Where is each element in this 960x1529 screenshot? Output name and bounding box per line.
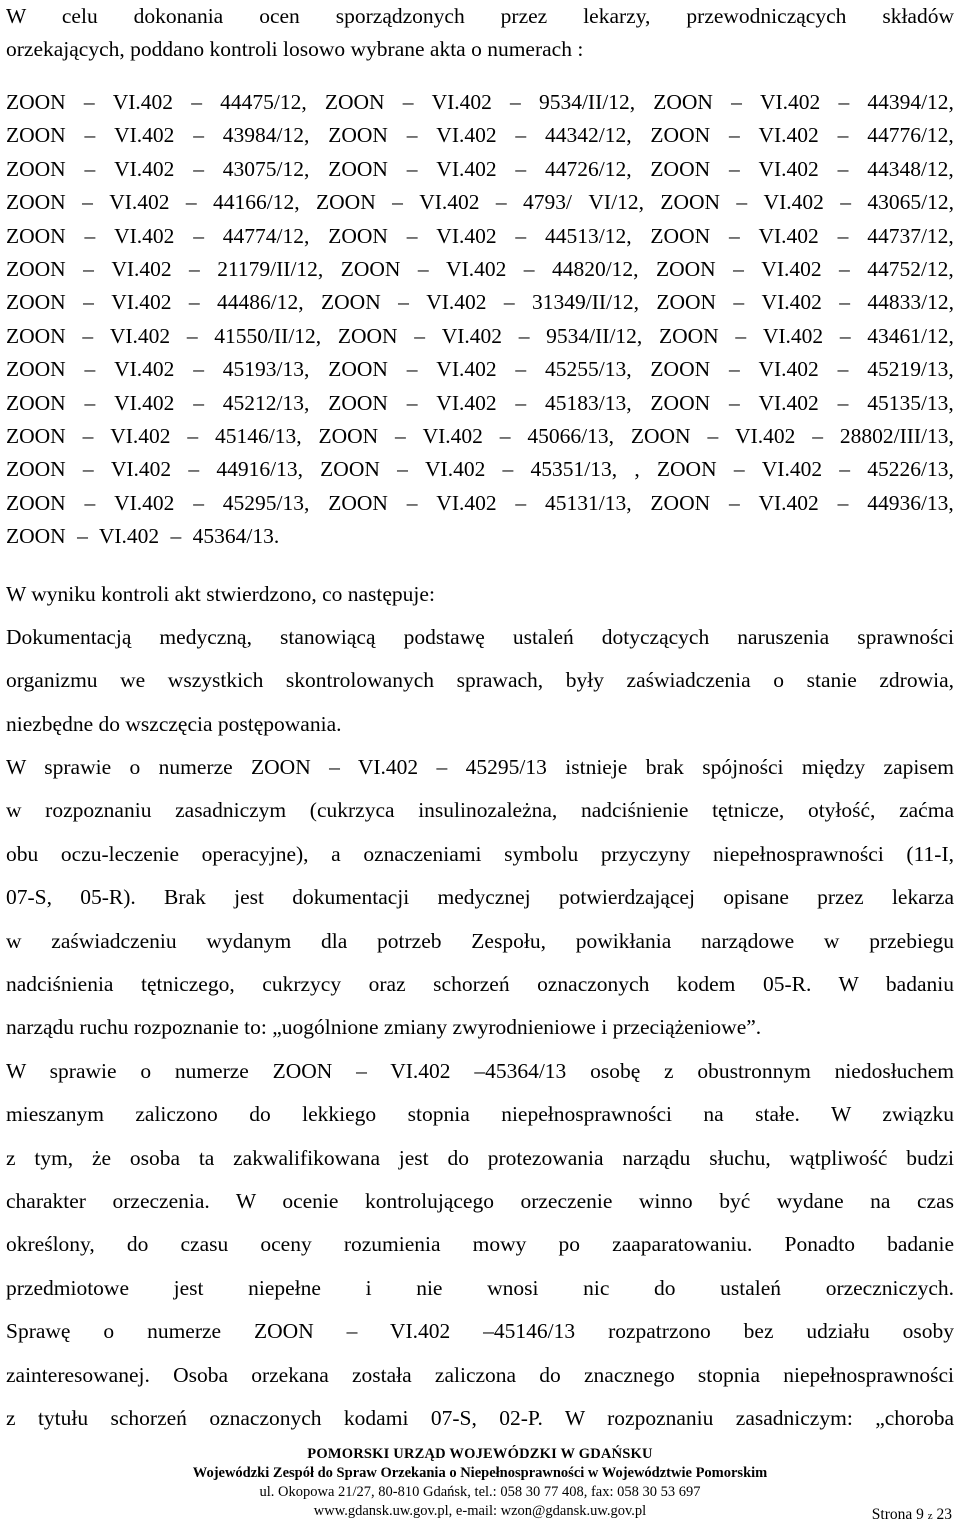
- case-token: –: [707, 424, 719, 449]
- case-token: –: [812, 424, 823, 449]
- case-token: VI.402: [114, 223, 175, 248]
- case-token: –: [510, 90, 521, 114]
- case-token: –: [414, 323, 426, 348]
- case-token: –: [837, 123, 849, 148]
- case-number-line: [6, 453, 954, 486]
- case-token: ZOON: [650, 223, 711, 248]
- case-token: ZOON: [659, 323, 719, 348]
- case-token: VI.402: [758, 123, 819, 148]
- case-token: 41550/II/12,: [214, 323, 322, 348]
- case-token: ZOON: [337, 323, 398, 348]
- case-token: 44394/12,: [867, 90, 954, 114]
- case-token: –: [402, 90, 414, 114]
- case-token: –: [84, 490, 96, 515]
- case-token: VI.402: [436, 223, 497, 248]
- case-token: –: [837, 156, 849, 181]
- case-token: ZOON: [650, 156, 711, 181]
- case-token: –: [84, 223, 96, 248]
- case-number-line: [6, 153, 954, 186]
- case-token: 43984/12,: [222, 123, 310, 148]
- case-token: –: [840, 190, 851, 215]
- case-token: –: [515, 357, 527, 382]
- case-token: VI.402: [114, 490, 175, 515]
- intro-line-1: W celu dokonania ocen sporządzonych przez lekarzy, przewodniczących składów: [6, 4, 954, 28]
- case-token: ZOON: [6, 490, 66, 515]
- case-token: VI.402: [436, 490, 497, 515]
- case-token: –: [515, 123, 527, 148]
- case-token: –: [837, 223, 849, 248]
- case-token: 44342/12,: [544, 123, 632, 148]
- case-token: ZOON: [6, 424, 66, 449]
- case-token: –: [82, 323, 94, 348]
- case-token: 44820/12,: [551, 257, 639, 282]
- case-token: ZOON: [6, 156, 66, 181]
- case-token: –: [186, 323, 198, 348]
- case-token: ZOON: [321, 290, 381, 315]
- case-token: –: [191, 90, 202, 114]
- case-token: VI/12,: [588, 190, 644, 215]
- case-token: VI.402: [110, 424, 171, 449]
- text-line: nadciśnienia tętniczego, cukrzycy oraz schorzeń oznaczonych kodem 05-R. W badaniu: [6, 971, 954, 996]
- text-line: charakter orzeczenia. W ocenie kontrolującego orzeczenie winno być wydane na czas: [6, 1188, 954, 1213]
- case-token: –: [417, 257, 429, 282]
- case-token: –: [838, 90, 850, 114]
- case-token: 45295/13,: [222, 490, 310, 515]
- case-token: 44774/12,: [222, 223, 310, 248]
- case-token: VI.402: [426, 290, 487, 315]
- text-line: w zaświadczeniu wydanym dla potrzeb Zespołu, powikłania narządowe w przebiegu: [6, 928, 954, 953]
- case-token: ZOON: [650, 490, 711, 515]
- case-token: VI.402: [436, 390, 497, 415]
- case-token: –: [397, 457, 408, 482]
- case-token: ZOON: [318, 424, 379, 449]
- paragraph-case-45364-45146: [6, 1050, 954, 1441]
- case-token: 45193/13,: [222, 357, 310, 382]
- case-token: ZOON: [328, 123, 388, 148]
- case-token: 4793/: [523, 190, 573, 215]
- case-token: –: [193, 123, 204, 148]
- text-line: zainteresowanej. Osoba orzekana została zaliczona do znacznego stopnia niepełnosprawności: [6, 1362, 954, 1387]
- case-token: –: [185, 190, 197, 215]
- case-token: –: [733, 257, 744, 282]
- case-token: VI.402: [735, 424, 796, 449]
- case-token: ZOON: [320, 457, 380, 482]
- text-line: określony, do czasu oceny rozumienia mowy po zaaparatowaniu. Ponadto badanie: [6, 1232, 954, 1257]
- case-token: 45219/13,: [867, 357, 954, 382]
- case-number-list: [6, 86, 954, 554]
- text-line: 07-S, 05-R). Brak jest dokumentacji medycznej potwierdzającej opisane przez lekarza: [6, 885, 954, 910]
- case-token: VI.402: [109, 323, 171, 348]
- case-token: ZOON: [6, 190, 66, 215]
- case-number-line: [6, 253, 954, 286]
- case-token: –: [84, 357, 96, 382]
- case-token: –: [84, 123, 96, 148]
- case-token: 44486/12,: [217, 290, 304, 315]
- case-token: –: [503, 290, 515, 315]
- case-token: ZOON: [324, 90, 385, 114]
- case-token: VI.402: [446, 257, 507, 282]
- page-number-total: 23: [936, 1506, 952, 1523]
- case-token: –: [193, 357, 204, 382]
- case-token: ZOON: [316, 190, 376, 215]
- case-number-line: [6, 487, 954, 520]
- text-line: Sprawę o numerze ZOON – VI.402 –45146/13 rozpatrzono bez udziału osoby: [6, 1319, 954, 1344]
- text-line: W sprawie o numerze ZOON – VI.402 –45364/13 osobę z obustronnym niedosłuchem: [6, 1058, 954, 1083]
- case-token: ZOON: [630, 424, 691, 449]
- case-token: ZOON: [6, 90, 66, 114]
- case-token: 45212/13,: [222, 390, 310, 415]
- case-token: ZOON: [653, 90, 713, 114]
- case-token: 44726/12,: [544, 156, 632, 181]
- case-token: –: [82, 190, 93, 215]
- case-token: –: [736, 190, 748, 215]
- case-token: –: [515, 490, 527, 515]
- case-token: 44833/12,: [867, 290, 954, 315]
- case-token: VI.402: [431, 90, 492, 114]
- case-token: –: [187, 424, 199, 449]
- case-token: –: [837, 357, 849, 382]
- case-token: –: [83, 257, 94, 282]
- text-line: narządu ruchu rozpoznanie to: „uogólnione zmiany zwyrodnieniowe i przeciążeniowe”.: [6, 1015, 762, 1040]
- case-token: –: [733, 457, 745, 482]
- case-token: –: [193, 156, 204, 181]
- text-line: przedmiotowe jest niepełne i nie wnosi nic do ustaleń orzeczniczych.: [6, 1275, 954, 1300]
- case-token: 43075/12,: [222, 156, 310, 181]
- case-token: VI.402: [761, 457, 823, 482]
- case-token: –: [83, 290, 94, 315]
- case-token: 43065/12,: [867, 190, 954, 215]
- case-token: 45226/13,: [867, 457, 954, 482]
- case-token: ZOON: [6, 290, 66, 315]
- case-number-line: [6, 186, 954, 219]
- case-token: 45146/13,: [214, 424, 302, 449]
- case-token: –: [839, 457, 851, 482]
- case-token: 45351/13,: [530, 457, 618, 482]
- case-token: ZOON: [328, 357, 388, 382]
- case-token: 21179/II/12,: [217, 257, 324, 282]
- case-token: –: [837, 390, 849, 415]
- case-token: VI.402: [111, 257, 172, 282]
- case-token: VI.402: [758, 223, 819, 248]
- case-token: 44166/12,: [213, 190, 300, 215]
- case-token: ZOON: [328, 490, 388, 515]
- case-token: –: [406, 390, 418, 415]
- case-token: –: [728, 156, 740, 181]
- paragraph-case-45295: [6, 746, 954, 1050]
- case-token: VI.402: [761, 257, 822, 282]
- case-token: –: [84, 390, 96, 415]
- case-token: –: [82, 457, 94, 482]
- text-line: niezbędne do wszczęcia postępowania.: [6, 711, 342, 736]
- case-token: –: [406, 357, 418, 382]
- case-token: –: [495, 190, 507, 215]
- case-number-line: [6, 220, 954, 253]
- case-token: VI.402: [436, 156, 497, 181]
- case-token: 44737/12,: [867, 223, 954, 248]
- case-token: –: [502, 457, 514, 482]
- case-token: VI.402: [758, 156, 819, 181]
- case-token: ZOON: [656, 290, 717, 315]
- case-token: 9534/II/12,: [546, 323, 643, 348]
- case-token: VI.402: [112, 90, 174, 114]
- case-token: VI.402: [114, 123, 175, 148]
- case-token: ZOON: [6, 123, 66, 148]
- case-token: VI.402: [109, 190, 170, 215]
- case-token: –: [518, 323, 530, 348]
- case-token: –: [188, 457, 200, 482]
- case-token: 43461/12,: [867, 323, 954, 348]
- case-token: –: [398, 290, 409, 315]
- text-line: obu oczu-leczenie operacyjne), a oznaczeniami symbolu przyczyny niepełnosprawności (11-I,: [6, 841, 954, 866]
- case-token: ZOON: [6, 323, 66, 348]
- case-token: 44916/13,: [216, 457, 303, 482]
- footer-web: www.gdansk.uw.gov.pl, e-mail: wzon@gdansk.uw.gov.pl: [313, 1503, 647, 1519]
- case-token: –: [193, 490, 204, 515]
- case-token: 45066/13,: [527, 424, 615, 449]
- case-token: –: [193, 223, 204, 248]
- case-token: 44776/12,: [867, 123, 954, 148]
- case-token: 31349/II/12,: [532, 290, 639, 315]
- case-token: VI.402: [114, 390, 175, 415]
- intro-line-2: orzekających, poddano kontroli losowo wybrane akta o numerach :: [6, 37, 584, 61]
- case-number-line: [6, 387, 954, 420]
- case-token: ZOON: [6, 223, 66, 248]
- case-token: VI.402: [763, 190, 824, 215]
- case-token: –: [193, 390, 204, 415]
- text-line: z tytułu schorzeń oznaczonych kodami 07-S, 02-P. W rozpoznaniu zasadniczym: „choroba: [6, 1406, 954, 1430]
- case-token: –: [84, 156, 96, 181]
- case-token: 45183/13,: [544, 390, 632, 415]
- text-line: z tym, że osoba ta zakwalifikowana jest do protezowania narządu słuchu, wątpliwość budzi: [6, 1145, 954, 1170]
- case-token: –: [839, 323, 851, 348]
- case-token: VI.402: [441, 323, 503, 348]
- page-footer: [0, 1445, 960, 1521]
- case-token: –: [406, 156, 418, 181]
- case-token: –: [82, 424, 94, 449]
- case-token: ZOON: [6, 357, 66, 382]
- case-token: 44475/12,: [220, 90, 307, 114]
- case-token: 45135/13,: [867, 390, 954, 415]
- document-page: [6, 0, 954, 1440]
- case-number-line-last: ZOON – VI.402 – 45364/13.: [6, 524, 280, 549]
- case-token: –: [731, 90, 742, 114]
- case-token: VI.402: [759, 90, 821, 114]
- case-token: –: [392, 190, 403, 215]
- page-number: [872, 1505, 952, 1526]
- case-token: –: [839, 257, 850, 282]
- case-token: –: [523, 257, 535, 282]
- case-token: VI.402: [111, 290, 172, 315]
- case-token: VI.402: [436, 357, 497, 382]
- case-token: 45255/13,: [544, 357, 632, 382]
- case-token: 9534/II/12,: [538, 90, 636, 114]
- case-number-line: [6, 320, 954, 353]
- case-token: ZOON: [328, 223, 388, 248]
- case-number-line: [6, 119, 954, 152]
- footer-office: POMORSKI URZĄD WOJEWÓDZKI W GDAŃSKU: [307, 1446, 653, 1462]
- case-token: 45131/13,: [544, 490, 632, 515]
- case-token: –: [735, 323, 747, 348]
- case-token: VI.402: [761, 290, 822, 315]
- case-token: VI.402: [110, 457, 172, 482]
- case-token: VI.402: [758, 390, 819, 415]
- page-number-of: z: [927, 1510, 933, 1522]
- case-token: –: [406, 223, 418, 248]
- case-token: –: [406, 123, 418, 148]
- case-token: 44936/13,: [867, 490, 954, 515]
- case-number-line: [6, 353, 954, 386]
- case-token: 28802/III/13,: [839, 424, 954, 449]
- case-token: –: [189, 257, 200, 282]
- text-line: w rozpoznaniu zasadniczym (cukrzyca insulinozależna, nadciśnienie tętnicze, otyłość, zaćma: [6, 798, 954, 823]
- case-token: –: [83, 90, 95, 114]
- case-token: ZOON: [656, 457, 717, 482]
- case-token: ZOON: [6, 390, 66, 415]
- case-token: –: [515, 390, 527, 415]
- footer-team: Wojewódzki Zespół do Spraw Orzekania o Niepełnosprawności w Województwie Pomorskim: [192, 1465, 768, 1481]
- case-token: ZOON: [6, 457, 66, 482]
- case-token: ZOON: [6, 257, 66, 282]
- case-token: –: [188, 290, 200, 315]
- paragraph-documentation: [6, 616, 954, 746]
- case-token: –: [515, 156, 527, 181]
- case-token: –: [499, 424, 511, 449]
- case-token: VI.402: [758, 490, 819, 515]
- case-token: –: [839, 290, 850, 315]
- text-line: organizmu we wszystkich skontrolowanych sprawach, były zaświadczenia o stanie zdrowia,: [6, 668, 954, 693]
- case-token: –: [728, 357, 740, 382]
- text-line: mieszanym zaliczono do lekkiego stopnia niepełnosprawności na stałe. W związku: [6, 1102, 954, 1127]
- case-token: ZOON: [650, 357, 711, 382]
- case-token: 44348/12,: [867, 156, 954, 181]
- page-number-label: Strona 9: [871, 1506, 924, 1523]
- case-token: VI.402: [422, 424, 483, 449]
- case-token: ZOON: [328, 390, 388, 415]
- text-line: Dokumentacją medyczną, stanowiącą podstawę ustaleń dotyczących naruszenia sprawności: [6, 624, 954, 649]
- case-token: –: [728, 123, 740, 148]
- case-token: ZOON: [650, 123, 711, 148]
- case-token: –: [395, 424, 406, 449]
- result-heading: W wyniku kontroli akt stwierdzono, co następuje:: [6, 581, 435, 606]
- case-token: ZOON: [328, 156, 388, 181]
- case-token: VI.402: [762, 323, 824, 348]
- case-token: –: [406, 490, 418, 515]
- case-token: –: [837, 490, 849, 515]
- case-token: VI.402: [425, 457, 486, 482]
- case-number-line: [6, 286, 954, 319]
- case-token: –: [515, 223, 527, 248]
- case-token: –: [733, 290, 745, 315]
- case-number-line: [6, 86, 954, 119]
- case-token: VI.402: [114, 357, 175, 382]
- case-token: VI.402: [114, 156, 175, 181]
- text-line: W sprawie o numerze ZOON – VI.402 – 45295/13 istnieje brak spójności między zapisem: [6, 754, 954, 779]
- case-token: –: [728, 490, 740, 515]
- case-token: ZOON: [655, 257, 716, 282]
- case-token: VI.402: [419, 190, 480, 215]
- case-token: –: [728, 390, 740, 415]
- case-token: VI.402: [436, 123, 497, 148]
- case-token: 44513/12,: [544, 223, 632, 248]
- case-number-line: [6, 420, 954, 453]
- case-token: ZOON: [660, 190, 721, 215]
- case-token: ZOON: [340, 257, 401, 282]
- case-token: VI.402: [758, 357, 819, 382]
- case-token: ZOON: [650, 390, 711, 415]
- case-token: 44752/12,: [867, 257, 954, 282]
- footer-address: ul. Okopowa 21/27, 80-810 Gdańsk, tel.: 058 30 77 408, fax: 058 30 53 697: [259, 1484, 701, 1500]
- case-token: –: [728, 223, 740, 248]
- case-token: ,: [634, 457, 640, 482]
